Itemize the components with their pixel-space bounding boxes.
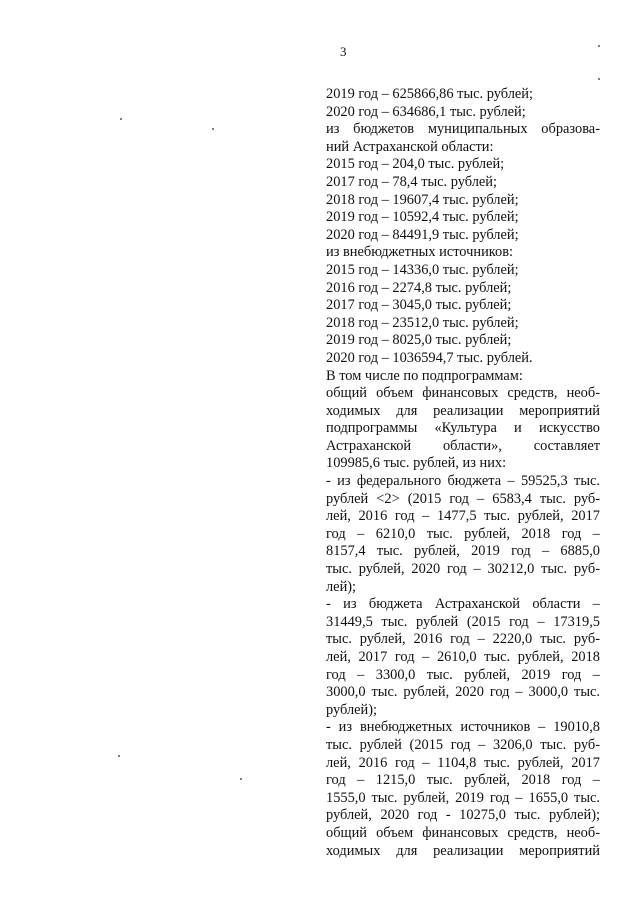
scan-speck xyxy=(240,778,242,780)
text-line: В том числе по подпрограммам: xyxy=(326,367,523,384)
text-line: 2020 год – 1036594,7 тыс. рублей. xyxy=(326,349,533,366)
text-line: из бюджетов муниципальных образова- xyxy=(326,121,600,138)
text-line: общий объем финансовых средств, необ- xyxy=(326,824,600,841)
text-line: 109985,6 тыс. рублей, из них: xyxy=(326,455,507,472)
text-line: 2015 год – 14336,0 тыс. рублей; xyxy=(326,261,519,278)
text-line: 2016 год – 2274,8 тыс. рублей; xyxy=(326,279,512,296)
text-line: - из федерального бюджета – 59525,3 тыс. xyxy=(326,473,600,490)
text-line: 2018 год – 19607,4 тыс. рублей; xyxy=(326,191,519,208)
text-line: тыс. рублей, 2020 год – 30212,0 тыс. руб- xyxy=(326,561,600,578)
text-line: рублей <2> (2015 год – 6583,4 тыс. руб- xyxy=(326,490,600,507)
text-line: рублей); xyxy=(326,701,378,718)
text-line: 2017 год – 3045,0 тыс. рублей; xyxy=(326,297,512,314)
text-line: из внебюджетных источников: xyxy=(326,244,514,261)
text-line: 3000,0 тыс. рублей, 2020 год – 3000,0 тыс. xyxy=(326,684,600,701)
text-line: Астраханской области», составляет xyxy=(326,437,600,454)
text-line: ходимых для реализации мероприятий xyxy=(326,842,600,859)
text-line: 2019 год – 8025,0 тыс. рублей; xyxy=(326,332,512,349)
text-line: лей, 2017 год – 2610,0 тыс. рублей, 2018 xyxy=(326,649,600,665)
scan-speck xyxy=(598,78,600,80)
text-line: рублей, 2020 год - 10275,0 тыс. рублей); xyxy=(326,807,600,824)
text-line: тыс. рублей, 2016 год – 2220,0 тыс. руб- xyxy=(326,631,600,648)
text-line: 8157,4 тыс. рублей, 2019 год – 6885,0 xyxy=(326,543,600,560)
text-line: - из внебюджетных источников – 19010,8 xyxy=(326,719,600,736)
text-line: 2017 год – 78,4 тыс. рублей; xyxy=(326,173,497,190)
text-line: лей, 2016 год – 1104,8 тыс. рублей, 2017 xyxy=(326,754,600,771)
text-line: лей); xyxy=(326,578,357,595)
text-line: 2020 год – 84491,9 тыс. рублей; xyxy=(326,226,519,243)
text-line: 2018 год – 23512,0 тыс. рублей; xyxy=(326,314,519,331)
text-line: год – 1215,0 тыс. рублей, 2018 год – xyxy=(326,772,600,789)
text-line: 2019 год – 625866,86 тыс. рублей; xyxy=(326,86,533,102)
text-line: тыс. рублей (2015 год – 3206,0 тыс. руб- xyxy=(326,736,600,753)
text-line: 1555,0 тыс. рублей, 2019 год – 1655,0 тыс. xyxy=(326,789,600,806)
text-line: ний Астраханской области: xyxy=(326,138,494,155)
scan-speck xyxy=(120,118,122,120)
text-line: 2019 год – 10592,4 тыс. рублей; xyxy=(326,209,519,226)
text-line: год – 3300,0 тыс. рублей, 2019 год – xyxy=(326,666,600,683)
text-line: 31449,5 тыс. рублей (2015 год – 17319,5 xyxy=(326,613,600,630)
text-line: лей, 2016 год – 1477,5 тыс. рублей, 2017 xyxy=(326,508,600,525)
document-body xyxy=(326,86,600,860)
text-line: 2015 год – 204,0 тыс. рублей; xyxy=(326,156,505,173)
scan-speck xyxy=(118,755,120,757)
page-number: 3 xyxy=(340,44,347,59)
text-line: подпрограммы «Культура и искусство xyxy=(326,420,600,437)
text-line: 2020 год – 634686,1 тыс. рублей; xyxy=(326,103,526,120)
text-line: ходимых для реализации мероприятий xyxy=(326,402,600,419)
text-line: год – 6210,0 тыс. рублей, 2018 год – xyxy=(326,525,600,542)
text-line: - из бюджета Астраханской области – xyxy=(326,596,600,613)
scan-speck xyxy=(212,128,214,130)
text-line: общий объем финансовых средств, необ- xyxy=(326,385,600,402)
scan-speck xyxy=(598,45,600,47)
